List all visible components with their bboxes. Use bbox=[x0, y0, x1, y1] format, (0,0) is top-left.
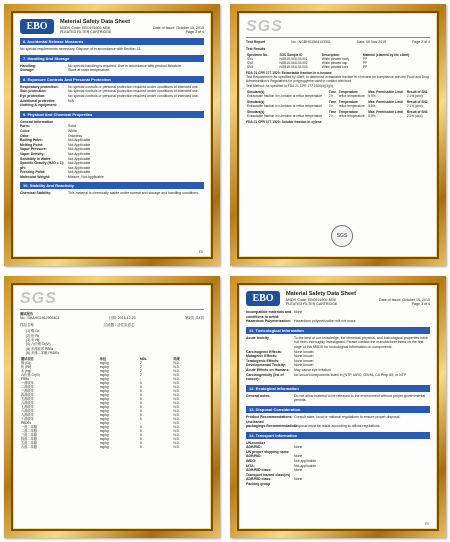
table-cell: N.D. bbox=[173, 369, 180, 374]
table-cell: N.D. bbox=[173, 381, 180, 386]
divider bbox=[20, 309, 204, 310]
table-cell: mg/kg bbox=[99, 365, 109, 370]
document-page bbox=[11, 283, 213, 531]
issue-date: Date of Issue: October 15, 2015 bbox=[379, 298, 430, 302]
report-label: Test Report bbox=[246, 40, 266, 44]
table-cell: 八溴联苯 bbox=[21, 409, 34, 414]
column-header: Result of SN1 bbox=[406, 90, 428, 95]
properties-list bbox=[20, 124, 204, 179]
item-value: Solid bbox=[68, 124, 76, 129]
column-header: MDL bbox=[139, 357, 147, 362]
section-8-heading: 8. Exposure Controls And Personal Protection bbox=[20, 76, 204, 83]
item-value: Not Applicable bbox=[68, 151, 91, 156]
table-cell: 2 h bbox=[328, 104, 334, 109]
table-cell: 5 bbox=[139, 441, 142, 446]
column-header: Specimen No. bbox=[247, 52, 269, 57]
table-cell: N.D. bbox=[173, 425, 180, 430]
table-cell: N.D. bbox=[173, 365, 180, 370]
item-key: Color: bbox=[20, 128, 31, 133]
item-key: Developmental Toxicity: bbox=[246, 363, 287, 368]
table-cell: mg/kg bbox=[99, 401, 109, 406]
table-cell: mg/kg bbox=[99, 393, 109, 398]
page-number: Page 3 of 4 bbox=[411, 302, 430, 306]
table-cell: N.D. bbox=[173, 397, 180, 402]
toxicology-list bbox=[246, 350, 430, 382]
sgs-logo: SGS bbox=[246, 18, 283, 35]
table-cell: mg/kg bbox=[99, 373, 109, 378]
skin-row: Skin protection: No special controls or personal protection required under conditions of intended use. bbox=[20, 89, 199, 94]
column-header: Time bbox=[328, 100, 337, 105]
msds-title: Material Safety Data Sheet bbox=[60, 19, 130, 25]
sgs-logo: SGS bbox=[20, 290, 57, 307]
table-cell: 七溴联苯 bbox=[21, 405, 34, 410]
section-10-heading: 10. Stability And Reactivity bbox=[20, 182, 204, 189]
table-cell: White pleated cap bbox=[321, 60, 348, 65]
item-key: Transport hazard class(es) bbox=[246, 472, 291, 477]
table-cell: 六溴联苯 bbox=[21, 401, 34, 406]
table-cell: mg/kg bbox=[99, 377, 109, 382]
table-cell: 五溴联苯 bbox=[21, 397, 34, 402]
item-key: Vapor Pressure: bbox=[20, 147, 47, 152]
report-date: Date: 09 Nov 2015 bbox=[356, 40, 387, 44]
item-value: None bbox=[294, 468, 303, 473]
section-9-heading: 9. Physical And Chemical Properties bbox=[20, 111, 204, 118]
column-header: 结果 bbox=[173, 357, 180, 362]
item-value: White bbox=[68, 128, 77, 133]
table-cell: 二溴二苯醚 bbox=[21, 429, 37, 434]
item-value: Not Applicable bbox=[68, 138, 91, 143]
table-cell: 一溴二苯醚 bbox=[21, 425, 37, 430]
eye-row: Eye protection: No special controls or personal protection required under conditions of intended use. bbox=[20, 93, 199, 98]
table-cell: NGB15-041133.003 bbox=[279, 64, 308, 69]
section-12-heading: 12. Ecological Information bbox=[246, 385, 430, 392]
table-cell: 5 bbox=[139, 437, 142, 442]
table-cell: 2 bbox=[139, 373, 142, 378]
table-cell: 2 bbox=[139, 369, 142, 374]
table-cell: mg/kg bbox=[99, 389, 109, 394]
item-key: ADR/RID: bbox=[246, 445, 262, 450]
column-header: Material (claimed by the client) bbox=[362, 52, 410, 57]
handling-row: Handling: No special handling is required. Use in accordance with product literature. bbox=[20, 63, 183, 68]
list-item bbox=[246, 373, 430, 382]
table-cell: mg/kg bbox=[99, 433, 109, 438]
section-7-heading: 7. Handling And Storage bbox=[20, 55, 204, 62]
results-table bbox=[20, 357, 204, 449]
table-cell: 四溴联苯 bbox=[21, 393, 34, 398]
test-method: Test Method: As specified in FDA 21 CFR 177.1520(d)(3)(ii) bbox=[246, 83, 333, 88]
item-value: None bbox=[294, 477, 303, 482]
item-value: Not applicable bbox=[294, 459, 317, 464]
table-cell: N.D. bbox=[173, 361, 180, 366]
table-cell: 二溴联苯 bbox=[21, 385, 34, 390]
item-value: Not applicable bbox=[294, 463, 317, 468]
product-name: PLEATED FILTER CARTRIDGE bbox=[60, 30, 112, 34]
table-cell: - bbox=[139, 421, 142, 426]
document-frame-msds-page4 bbox=[230, 276, 446, 538]
msds-code: MSDS Code: EBO151602-M08 bbox=[60, 26, 110, 30]
table-cell: SN2 bbox=[247, 60, 254, 65]
msds-header bbox=[20, 19, 204, 34]
item-value: Consult state, local or national regulations to ensure proper disposal. bbox=[294, 414, 401, 419]
table-cell: 2.1% (w/w) bbox=[406, 114, 423, 119]
table-cell: PBDEs bbox=[21, 421, 32, 426]
item-key: Packing group bbox=[246, 482, 271, 487]
table-cell: N.D. bbox=[173, 417, 180, 422]
item-key: Form: bbox=[20, 124, 30, 129]
table-cell: 5 bbox=[139, 381, 142, 386]
table-cell: 2.1% (w/w) bbox=[406, 104, 423, 109]
table-cell: 镉 (Cd) bbox=[21, 361, 32, 366]
column-header: Simulant(s) bbox=[247, 90, 265, 95]
table-cell: N.D. bbox=[173, 385, 180, 390]
section-13-heading: 13. Disposal Consideration bbox=[246, 406, 430, 413]
table-cell: 五溴二苯醚 bbox=[21, 441, 37, 446]
table-cell: Extractable fraction in n-hexane at reflux temperature bbox=[247, 104, 323, 109]
item-value: Not Applicable bbox=[68, 165, 91, 170]
list-item bbox=[246, 424, 430, 429]
table-cell: 5 bbox=[139, 409, 142, 414]
item-key: IATA: bbox=[246, 463, 255, 468]
item-key: Solubility in Water: bbox=[20, 156, 52, 161]
table-cell: 十溴联苯 bbox=[21, 417, 34, 422]
table-cell: White pleated body bbox=[321, 56, 350, 61]
table-cell: mg/kg bbox=[99, 441, 109, 446]
table-cell: mg/kg bbox=[99, 417, 109, 422]
table-cell: 5.5% bbox=[368, 94, 376, 99]
item-key: ADR/RID: bbox=[246, 454, 262, 459]
item-value: None known bbox=[294, 363, 314, 368]
msds-title: Material Safety Data Sheet bbox=[286, 291, 356, 297]
ebo-logo: EBO bbox=[246, 291, 280, 306]
column-header: Time bbox=[328, 90, 337, 95]
column-header: SGS Sample ID bbox=[279, 52, 303, 57]
table-cell: PP bbox=[362, 56, 368, 61]
item-value bbox=[294, 482, 430, 487]
column-header: Simulant(s) bbox=[247, 100, 265, 105]
page-footer: E8 bbox=[198, 250, 203, 254]
table-cell: 三溴联苯 bbox=[21, 389, 34, 394]
table-cell: 5 bbox=[139, 389, 142, 394]
table-cell: mg/kg bbox=[99, 405, 109, 410]
table-cell: PBBs bbox=[21, 377, 29, 382]
table-cell: Extractable fraction in n-hexane at reflux temperature bbox=[247, 114, 323, 119]
report-number: No.: SHAHG1512903401 bbox=[20, 316, 60, 321]
item-key: Molecular Weight: bbox=[20, 174, 51, 179]
table-cell: mg/kg bbox=[99, 409, 109, 414]
table-cell: Extractable fraction in n-hexane at reflux temperature bbox=[247, 94, 323, 99]
table-cell: reflux temperature bbox=[338, 114, 365, 119]
page-number: Page 3 of 4 bbox=[185, 30, 204, 34]
table-cell: 5 bbox=[139, 445, 142, 450]
item-value: Not Applicable bbox=[68, 142, 91, 147]
table-cell: mg/kg bbox=[99, 361, 109, 366]
page-footer: E9 bbox=[424, 522, 429, 526]
document-frame-sgs-report-cn bbox=[4, 276, 220, 538]
table-cell: 5 bbox=[139, 433, 142, 438]
table-cell: 四溴二苯醚 bbox=[21, 437, 37, 442]
column-header: Temperature bbox=[338, 100, 358, 105]
storage-row: Storage: Store at room temperature. bbox=[20, 68, 111, 73]
list-item bbox=[246, 482, 430, 487]
table-cell: N.D. bbox=[173, 421, 180, 426]
item-key: IMDG: bbox=[246, 459, 257, 464]
item-value: None known bbox=[294, 358, 314, 363]
table-cell: mg/kg bbox=[99, 425, 109, 430]
item-value: Not Applicable bbox=[68, 161, 91, 166]
item-key: Acute Effects on Humans: bbox=[246, 367, 290, 372]
transport-list bbox=[246, 441, 430, 487]
item-key: Carcinogenic Effects: bbox=[246, 349, 282, 354]
item-key: Product Recommendations: bbox=[246, 414, 293, 419]
ebo-logo: EBO bbox=[20, 19, 54, 34]
table-cell: mg/kg bbox=[99, 385, 109, 390]
fda-section-title: FDA 21 CFR 177.1520: Extractable fraction in n-hexane bbox=[246, 70, 332, 75]
column-header: Result of SN2 bbox=[406, 100, 428, 105]
table-cell: 5 bbox=[139, 385, 142, 390]
column-header: Temperature bbox=[338, 110, 358, 115]
additional-protection-row: Additional protective clothing & equipment: N/A bbox=[20, 98, 74, 108]
table-cell: 5 bbox=[139, 405, 142, 410]
incompatible-row: Incompatible materials and conditions to avoid: None bbox=[246, 310, 303, 319]
item-key: UN-number bbox=[246, 440, 266, 445]
item-value: Odorless bbox=[68, 133, 83, 138]
respiratory-row: Respiratory protection: No special controls or personal protection required under conditions of intended use. bbox=[20, 84, 199, 89]
table-cell: N.D. bbox=[173, 409, 180, 414]
item-key: Melting Point: bbox=[20, 142, 44, 147]
item-key: Odor: bbox=[20, 133, 30, 138]
table-cell: N.D. bbox=[173, 413, 180, 418]
list-item bbox=[20, 175, 204, 180]
table-cell: 5.5% bbox=[368, 114, 376, 119]
table-cell: PP bbox=[362, 60, 368, 65]
table-cell: 2 h bbox=[328, 94, 334, 99]
item-value: May cause eye irritation bbox=[294, 367, 331, 372]
extraction-table-sn1 bbox=[246, 90, 430, 98]
item-value: Not Applicable bbox=[68, 147, 91, 152]
item-value: Not Applicable bbox=[68, 156, 91, 161]
item-key: packagings:Recommendation: bbox=[246, 424, 297, 429]
list-item: (1) 镉 Cd bbox=[26, 329, 40, 334]
table-row bbox=[20, 445, 204, 449]
item-value: None known bbox=[294, 354, 314, 359]
ecology-row: General notes: Do not allow material to be released to the environment without proper governmental permits. bbox=[246, 393, 426, 403]
item-key: Freezing Point: bbox=[20, 170, 46, 175]
table-cell: N.D. bbox=[173, 441, 180, 446]
stability-row: Chemical Stability: This material is chemically stable under normal and storage and handling conditions. bbox=[20, 191, 199, 196]
list-item: (2) 铅 Pb bbox=[26, 333, 40, 338]
sample-label: 样品名称 bbox=[20, 322, 34, 327]
sgs-seal: SGS bbox=[331, 225, 353, 247]
table-row bbox=[246, 65, 430, 69]
item-value: None bbox=[294, 454, 303, 459]
table-cell: 六溴二苯醚 bbox=[21, 445, 37, 450]
item-key: ADR/RID class: bbox=[246, 477, 272, 482]
table-cell: NGB15-041133.001 bbox=[279, 56, 308, 61]
table-cell: N.D. bbox=[173, 401, 180, 406]
table-cell: 5 bbox=[139, 413, 142, 418]
table-cell: 铅 (Pb) bbox=[21, 365, 32, 370]
item-key: Uncleaned bbox=[246, 419, 264, 424]
report-number: No.: NGBHG1504133301 bbox=[291, 40, 331, 44]
table-cell: N.D. bbox=[173, 429, 180, 434]
report-page: 第2页 共4页 bbox=[185, 316, 204, 321]
item-value: Mixture, Not Applicable bbox=[68, 174, 104, 179]
table-cell: SN1 bbox=[247, 56, 254, 61]
test-results-label: Test Results bbox=[246, 46, 266, 51]
column-header: Max. Permissible Limit bbox=[368, 90, 403, 95]
table-cell: N.D. bbox=[173, 377, 180, 382]
item-key: pH: bbox=[20, 165, 26, 170]
table-cell: 5 bbox=[139, 417, 142, 422]
section-14-heading: 14. Transport Information bbox=[246, 432, 430, 439]
item-key: Vapor Density: bbox=[20, 151, 45, 156]
item-value: None bbox=[294, 445, 303, 450]
table-cell: mg/kg bbox=[99, 421, 109, 426]
table-cell: N.D. bbox=[173, 437, 180, 442]
report-page: Page 2 of 4 bbox=[412, 40, 430, 44]
table-cell: mg/kg bbox=[99, 369, 109, 374]
table-cell: N.D. bbox=[173, 389, 180, 394]
table-cell: N.D. bbox=[173, 433, 180, 438]
report-title: 测试报告 bbox=[20, 312, 34, 316]
column-header: Time bbox=[328, 110, 337, 115]
msds-code: MSDS Code: EBO151602-M08 bbox=[286, 298, 336, 302]
table-cell: NGB15-041133.002 bbox=[279, 60, 308, 65]
list-item: (6) 多溴二苯醚 PBDEs bbox=[26, 350, 59, 355]
item-value: Not Applicable bbox=[68, 170, 91, 175]
table-cell: N.D. bbox=[173, 393, 180, 398]
item-key: Mutagenic Effects: bbox=[246, 354, 278, 359]
item-key: UN proper shipping name bbox=[246, 449, 289, 454]
document-frame-sgs-report-en bbox=[230, 4, 446, 266]
column-header: Description bbox=[321, 52, 340, 57]
hazardous-polymerization-row: Hazardous Polymerization: Hazardous polymerization will not occur. bbox=[246, 319, 357, 324]
column-header: 单位 bbox=[99, 357, 107, 362]
product-name: PLEATED FILTER CARTRIDGE bbox=[286, 302, 338, 306]
document-page bbox=[237, 11, 439, 259]
table-cell: 六价铬 Cr(VI) bbox=[21, 373, 40, 378]
table-cell: - bbox=[139, 377, 142, 382]
table-cell: reflux temperature bbox=[338, 104, 365, 109]
extraction-table-sn3 bbox=[246, 110, 430, 118]
acute-toxicity-row: Acute toxicity To the best of our knowledge, the chemical, physical, and toxicological properties have not been thoroughly investigated. Please contact the manufacturer listed on the first page of this MSDS for toxicological information on components. bbox=[246, 335, 428, 349]
column-header: Result of SN3 bbox=[406, 110, 428, 115]
table-cell: mg/kg bbox=[99, 397, 109, 402]
table-cell: 汞 (Hg) bbox=[21, 369, 32, 374]
table-cell: mg/kg bbox=[99, 381, 109, 386]
section-6-heading: 6. Accidental Release Measures bbox=[20, 38, 204, 45]
table-cell: 九溴联苯 bbox=[21, 413, 34, 418]
sample-value: 过滤器 / 活性炭滤芯 bbox=[103, 322, 135, 327]
item-value: No known components listed in (NTP, IARC, OSHA, CA Prop 65, or NTP bbox=[294, 372, 407, 377]
report-date: 日期: 2015-12-23 bbox=[108, 316, 136, 321]
item-key: Specific Gravity (H2O = 1): bbox=[20, 161, 65, 166]
test-items-list bbox=[26, 329, 204, 355]
issue-date: Date of Issue: October 15, 2015 bbox=[153, 26, 204, 30]
table-cell: mg/kg bbox=[99, 413, 109, 418]
table-cell: N.D. bbox=[173, 445, 180, 450]
table-cell: PP bbox=[362, 64, 368, 69]
list-item: (3) 汞 Hg bbox=[26, 338, 40, 343]
table-cell: 5 bbox=[139, 401, 142, 406]
column-header: Temperature bbox=[338, 90, 358, 95]
section-11-heading: 11. Toxicological Information bbox=[246, 327, 430, 334]
item-value: Disposal must be made according to official regulations. bbox=[294, 424, 381, 429]
document-page bbox=[11, 11, 213, 259]
divider bbox=[246, 37, 430, 38]
column-header: Max. Permissible Limit bbox=[368, 100, 403, 105]
table-cell: 2 h bbox=[328, 114, 334, 119]
table-cell: 5 bbox=[139, 425, 142, 430]
table-cell: 一溴联苯 bbox=[21, 381, 34, 386]
table-cell: 三溴二苯醚 bbox=[21, 433, 37, 438]
section-6-text: No special requirements necessary. Dispose of in accordance with Section 13. bbox=[20, 47, 142, 51]
table-cell: White pleated core bbox=[321, 64, 349, 69]
table-cell: 5 bbox=[139, 397, 142, 402]
table-cell: N.D. bbox=[173, 373, 180, 378]
item-value: None known bbox=[294, 349, 314, 354]
table-cell: 2 bbox=[139, 365, 142, 370]
list-item: (4) 六价铬 Cr(VI) bbox=[26, 342, 51, 347]
table-cell: 5 bbox=[139, 393, 142, 398]
table-cell: 2 bbox=[139, 361, 142, 366]
list-item: (5) 多溴联苯 PBBs bbox=[26, 346, 54, 351]
specimen-table bbox=[246, 53, 430, 69]
item-key: Boiling Point: bbox=[20, 138, 43, 143]
item-key: Carcinogenicity (list of cancer): bbox=[246, 372, 284, 382]
table-cell: mg/kg bbox=[99, 437, 109, 442]
table-cell: mg/kg bbox=[99, 429, 109, 434]
column-header: Simulant(s) bbox=[247, 110, 265, 115]
table-cell: SN3 bbox=[247, 64, 254, 69]
extraction-table-sn2 bbox=[246, 100, 430, 108]
table-cell: N.D. bbox=[173, 405, 180, 410]
column-header: 测试项目 bbox=[21, 357, 34, 362]
item-key: ADR/RID class: bbox=[246, 468, 272, 473]
disposal-list bbox=[246, 415, 430, 429]
table-cell: reflux temperature bbox=[338, 94, 365, 99]
item-key: Teratogenic Effects: bbox=[246, 358, 280, 363]
general-info-label: General Information bbox=[20, 119, 54, 124]
table-cell: mg/kg bbox=[99, 445, 109, 450]
msds-header bbox=[246, 291, 430, 306]
column-header: Max. Permissible Limit bbox=[368, 110, 403, 115]
fda-section-title-2: FDA 21 CFR 177.1520: Soluble fraction in xylene bbox=[246, 120, 322, 125]
document-page bbox=[237, 283, 439, 531]
document-frame-msds-page3 bbox=[4, 4, 220, 266]
table-cell: 2.1% (w/w) bbox=[406, 94, 423, 99]
table-cell: 5 bbox=[139, 429, 142, 434]
table-cell: 5.5% bbox=[368, 104, 376, 109]
test-requirement: Test Requirement: As specified by client, to determine extractable fraction in n-hexane for compliance with the Food and Drug Administration's Regulations for polypropylene used in contact with food bbox=[246, 75, 429, 84]
